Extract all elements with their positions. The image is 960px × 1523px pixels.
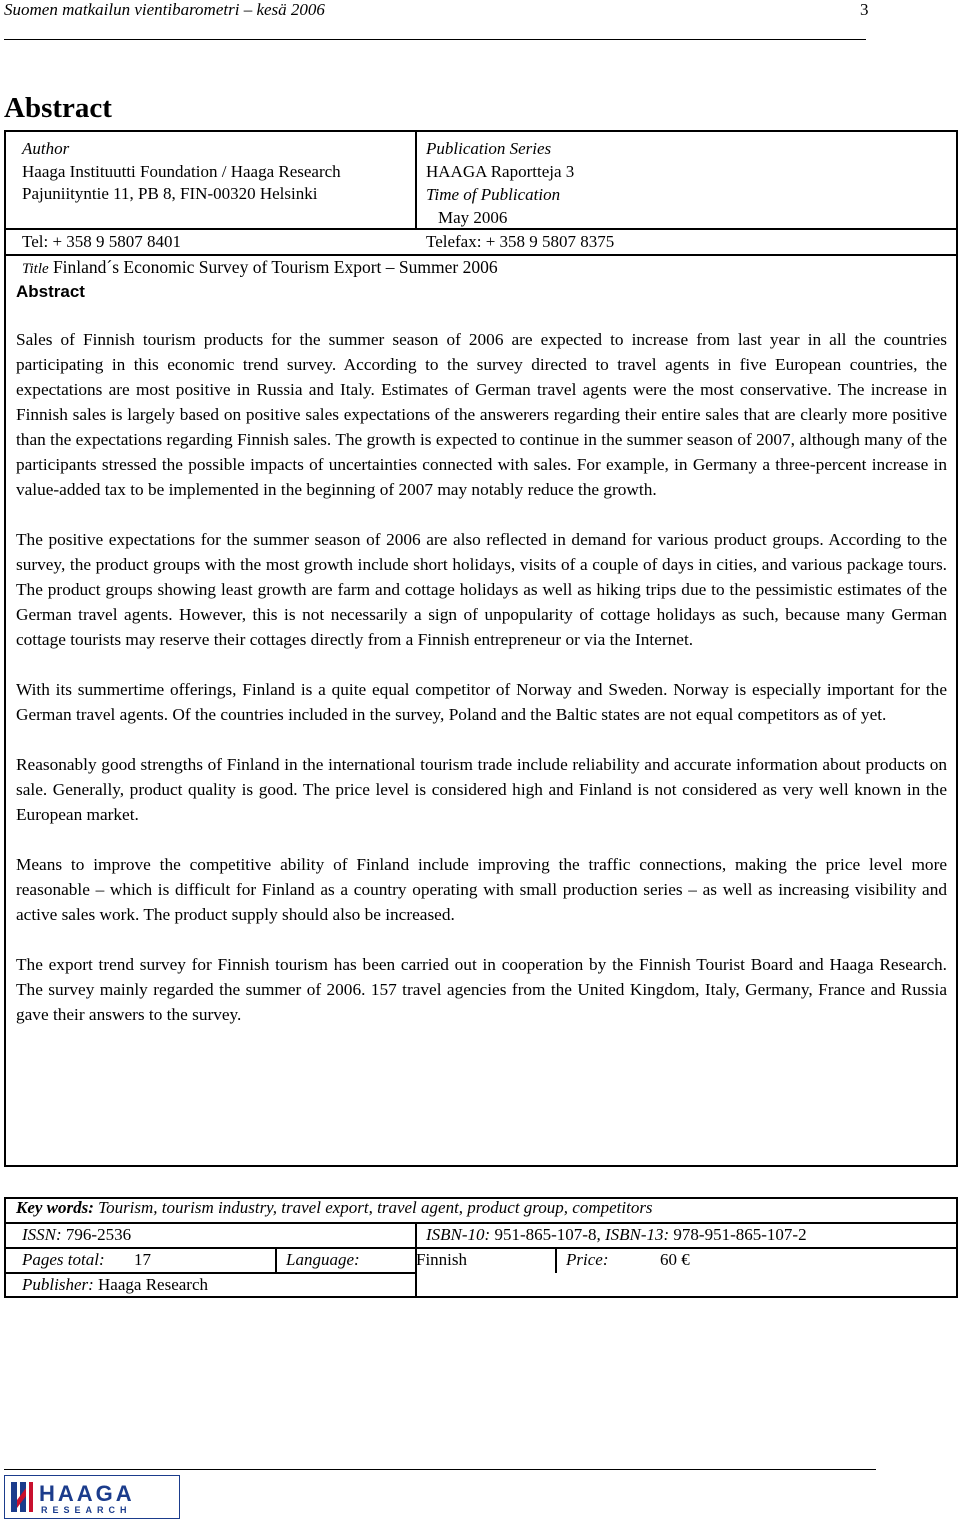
publisher-label: Publisher:: [22, 1275, 94, 1294]
page-number: 3: [860, 0, 869, 19]
logo-text: HAAGA: [39, 1481, 135, 1506]
logo-subtext: RESEARCH: [41, 1505, 132, 1515]
haaga-research-logo: [4, 1475, 180, 1519]
publisher: [22, 1275, 208, 1295]
author-label: Author: [22, 139, 70, 158]
isbn: [426, 1225, 807, 1245]
language-label: Language:: [286, 1250, 360, 1269]
info-column-divider: [415, 130, 417, 229]
paragraph: The export trend survey for Finnish tourism has been carried out in cooperation by the Finnish Tourist Board and Haaga Research. The survey mainly regarded the summer of 2006. 157 travel agencies from the United Kingdom, Italy, Germany, France and Russia gave their answers to the survey.: [16, 955, 947, 1024]
publisher-value: Haaga Research: [98, 1275, 208, 1294]
isbn13-value: 978-951-865-107-2: [673, 1225, 807, 1244]
telephone: Tel: + 358 9 5807 8401: [22, 232, 182, 251]
author-org: Haaga Instituutti Foundation / Haaga Research: [22, 162, 341, 181]
isbn10-label: ISBN-10:: [426, 1225, 491, 1244]
pages-label: Pages total:: [22, 1250, 105, 1269]
abstract-label: Abstract: [16, 282, 85, 301]
series-value: HAAGA Raportteja 3: [426, 162, 575, 181]
title-value: Finland´s Economic Survey of Tourism Export – Summer 2006: [52, 257, 498, 277]
series-label: Publication Series: [426, 139, 552, 158]
issn: [22, 1225, 131, 1245]
paragraph: With its summertime offerings, Finland is a quite equal competitor of Norway and Sweden. Norway is especially important for the German travel agents. Of the countries included in the survey, Poland and the Baltic states are not equal competitors as of yet.: [16, 680, 947, 724]
paragraph: The positive expectations for the summer season of 2006 are also reflected in demand for various product groups. According to the survey, the product groups with the most growth include short holidays, visits of a couple of days in cities, and various package tours. The product groups showing least growth are farm and cottage holidays as well as hiking trips due to the pessimistic estimates of the German travel agents. However, this is not necessarily a sign of unpopularity of cottage holidays as such, because many German cottage tourists may reserve their cottages directly from a Finnish entrepreneur or via the Internet.: [16, 530, 947, 649]
table-divider: [555, 1247, 557, 1273]
paragraph: Means to improve the competitive ability of Finland include improving the traffic connections, making the price level more reasonable – which is difficult for Finland as a country operating with small production series – as well as increasing visibility and active sales work. The product supply should also be increased.: [16, 855, 947, 924]
issn-value: 796-2536: [65, 1225, 132, 1244]
table-rule: [4, 1272, 416, 1274]
table-rule: [4, 1222, 958, 1224]
author-address: Pajuniityntie 11, PB 8, FIN-00320 Helsinki: [22, 184, 318, 203]
isbn10-value: 951-865-107-8,: [494, 1225, 601, 1244]
haaga-logo-mark-icon: [5, 1476, 179, 1518]
table-rule: [4, 1247, 958, 1249]
keywords-label: Key words:: [16, 1198, 94, 1217]
issn-label: ISSN:: [22, 1225, 62, 1244]
table-divider: [275, 1247, 277, 1273]
language-value: Finnish: [416, 1250, 468, 1269]
abstract-body: [16, 327, 947, 1052]
title-label: Title: [22, 261, 49, 277]
telefax: Telefax: + 358 9 5807 8375: [426, 232, 615, 251]
paragraph: Sales of Finnish tourism products for the summer season of 2006 are expected to increase from last year in all the countries participating in this economic trend survey. According to the survey directed to travel agents in five European countries, the expectations are most positive in Russia and Italy. Estimates of German travel agents were the most conservative. The increase in Finnish sales is largely based on positive sales expectations of the answerers regarding their entire sales that are clearly more positive than the expectations regarding Finnish sales. The growth is expected to continue in the summer season of 2007, although many of the participants stressed the possible impacts of uncertainties connected with sales. For example, in Germany a three-percent increase in value-added tax to be implemented in the beginning of 2007 may notably reduce the growth.: [16, 330, 947, 499]
pages-value: 17: [134, 1250, 151, 1269]
time-value: May 2006: [438, 208, 508, 227]
price-value: 60 €: [660, 1250, 690, 1269]
header-rule: [4, 39, 866, 40]
keywords-value: Tourism, tourism industry, travel export, travel agent, product group, competitors: [98, 1198, 653, 1217]
title-row: [22, 256, 498, 281]
footer-rule: [4, 1469, 876, 1470]
running-title: Suomen matkailun vientibarometri – kesä 2006: [4, 0, 325, 19]
price-label: Price:: [566, 1250, 609, 1269]
time-label: Time of Publication: [426, 185, 561, 204]
paragraph: Reasonably good strengths of Finland in the international tourism trade include reliability and accurate information about products on sale. Generally, product quality is good. The price level is considered high and Finland is not considered as very well known in the European market.: [16, 755, 947, 824]
page-heading: Abstract: [4, 92, 112, 124]
isbn13-label: ISBN-13:: [604, 1225, 670, 1244]
keywords-row: [16, 1198, 653, 1218]
